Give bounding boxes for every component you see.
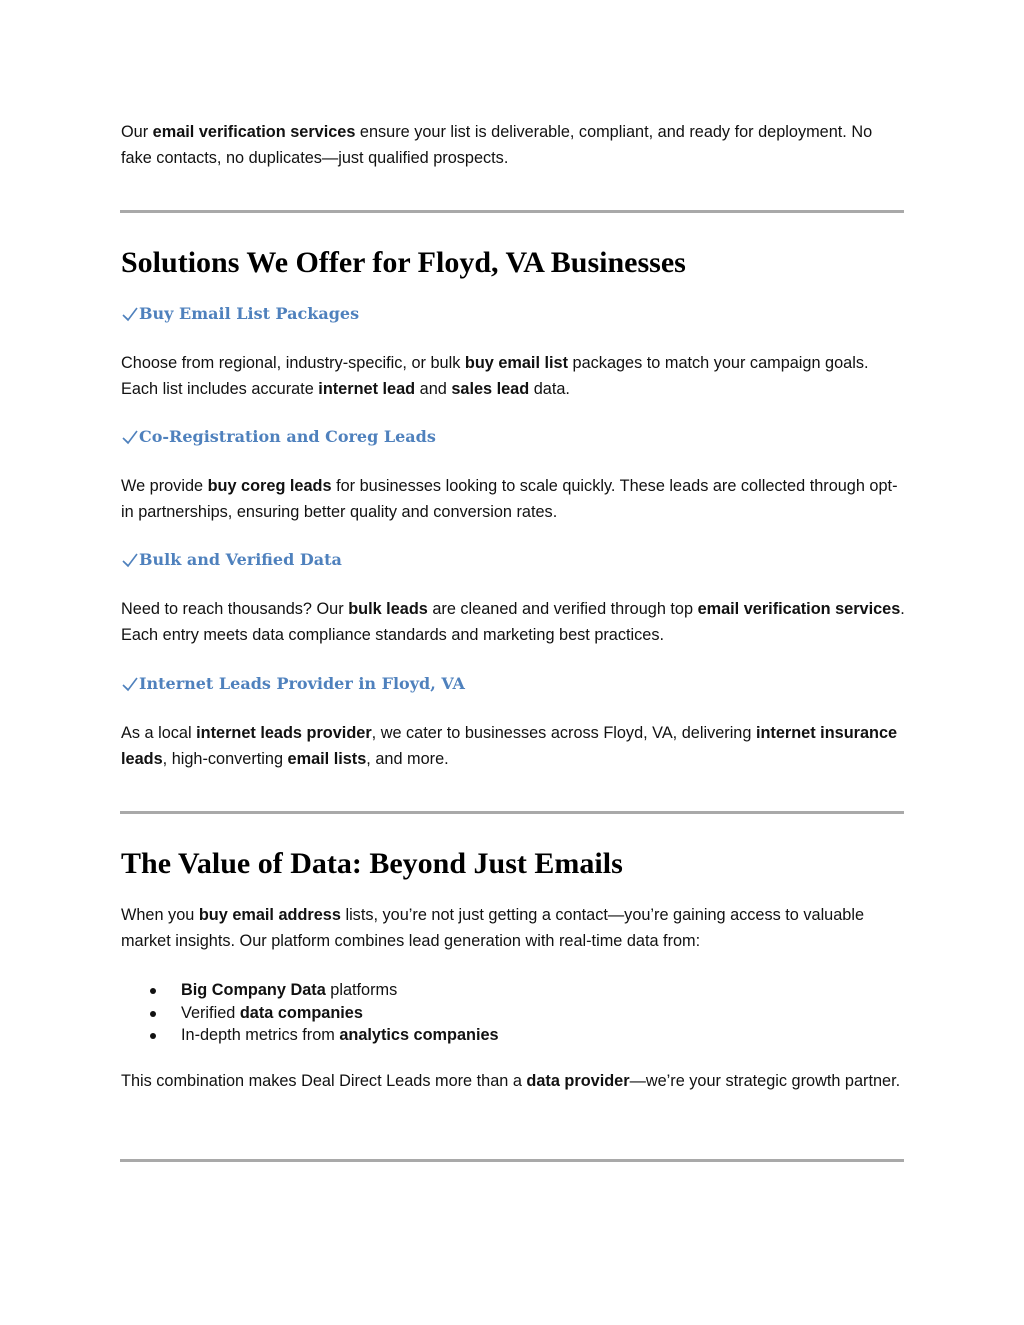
text: platforms xyxy=(325,981,398,999)
paragraph-buy-email-list xyxy=(121,350,906,402)
bold-text: internet lead xyxy=(318,380,416,398)
paragraph-coreg-leads xyxy=(121,473,906,525)
text: , we cater to businesses across Floyd, VA, delivering xyxy=(371,724,756,742)
text: This combination makes Deal Direct Leads more than a xyxy=(121,1072,527,1090)
subheading-label: Buy Email List Packages xyxy=(139,304,360,323)
subheading-coreg-leads xyxy=(121,426,436,448)
text: , high-converting xyxy=(162,750,288,768)
bold-text: internet leads provider xyxy=(196,724,372,742)
bold-text: internet insurance leads xyxy=(121,724,898,768)
section-heading-value-of-data: The Value of Data: Beyond Just Emails xyxy=(121,847,623,880)
subheading-label: Internet Leads Provider in Floyd, VA xyxy=(139,674,465,693)
bold-text: email lists xyxy=(287,750,367,768)
paragraph-internet-leads-provider xyxy=(121,720,906,772)
subheading-label: Co-Registration and Coreg Leads xyxy=(139,427,436,446)
paragraph-value-closing xyxy=(121,1068,906,1094)
bold-text: analytics companies xyxy=(339,1026,499,1044)
bullet-icon xyxy=(150,1033,156,1039)
text: Our xyxy=(121,123,153,141)
text: lists, you’re not just getting a contact—you’re gaining access to valuable market insights. Our platform combines lead generation with real-time data from: xyxy=(121,906,865,950)
check-icon xyxy=(121,306,138,323)
text: —we’re your strategic growth partner. xyxy=(629,1072,901,1090)
bullet-icon xyxy=(150,988,156,994)
bold-text: data companies xyxy=(239,1003,363,1022)
horizontal-divider xyxy=(120,811,904,814)
horizontal-divider xyxy=(120,210,904,213)
check-icon xyxy=(121,429,138,446)
text: and xyxy=(415,380,452,398)
text: ensure your list is deliverable, compliant, and ready for deployment. No fake contacts, no duplicates—just qualified prospects. xyxy=(121,123,873,167)
text: are cleaned and verified through top xyxy=(427,600,698,618)
bold-text: data provider xyxy=(526,1072,630,1090)
text: When you xyxy=(121,906,199,924)
section-heading-solutions: Solutions We Offer for Floyd, VA Businesses xyxy=(121,246,686,279)
bold-text: sales lead xyxy=(451,380,530,398)
list-item xyxy=(121,1024,901,1047)
subheading-bulk-verified-data xyxy=(121,549,342,571)
bold-text: buy email address xyxy=(198,906,341,924)
horizontal-divider xyxy=(120,1159,904,1162)
bullet-icon xyxy=(150,1011,156,1017)
text: packages to match your campaign goals. Each list includes accurate xyxy=(121,354,869,398)
subheading-buy-email-list xyxy=(121,303,359,325)
text: for businesses looking to scale quickly. These leads are collected through opt-in partnerships, ensuring better quality and conversion rates. xyxy=(121,477,898,521)
bold-text: buy coreg leads xyxy=(207,477,332,495)
text: As a local xyxy=(121,724,197,742)
text: We provide xyxy=(121,477,208,495)
text: data. xyxy=(529,380,570,398)
bold-text: email verification services xyxy=(152,123,356,141)
subheading-internet-leads-provider xyxy=(121,673,465,695)
data-sources-list xyxy=(121,979,901,1047)
bold-text: Big Company Data xyxy=(181,981,326,999)
text: . Each entry meets data compliance standards and marketing best practices. xyxy=(121,600,905,644)
text: Choose from regional, industry-specific, or bulk xyxy=(121,354,465,372)
text: Need to reach thousands? Our xyxy=(121,600,349,618)
paragraph-value-intro xyxy=(121,902,906,954)
text: Verified xyxy=(181,1003,240,1022)
check-icon xyxy=(121,552,138,569)
check-icon xyxy=(121,676,138,693)
bold-text: bulk leads xyxy=(348,600,428,618)
list-item xyxy=(121,1002,901,1025)
text: In-depth metrics from xyxy=(181,1026,340,1044)
subheading-label: Bulk and Verified Data xyxy=(139,550,342,569)
text: , and more. xyxy=(366,750,449,768)
bold-text: email verification services xyxy=(697,600,901,618)
list-item xyxy=(121,979,901,1002)
intro-paragraph xyxy=(121,119,906,171)
bold-text: buy email list xyxy=(464,354,569,372)
paragraph-bulk-verified-data xyxy=(121,596,906,648)
